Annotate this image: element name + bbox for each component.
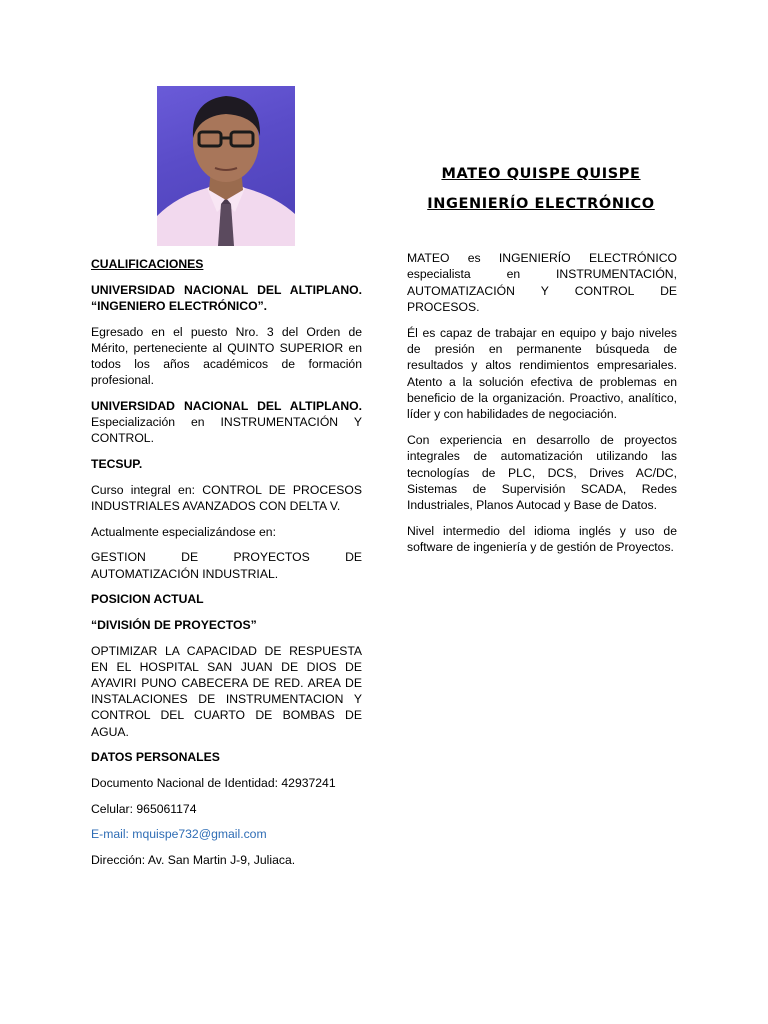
qualification-2-body: Especialización en INSTRUMENTACIÓN Y CONTROL. (91, 415, 362, 446)
qualification-3-title: TECSUP. (91, 457, 143, 472)
qualification-1-body: Egresado en el puesto Nro. 3 del Orden de Mérito, perteneciente al QUINTO SUPERIOR en todos los años académicos de formación profesional. (91, 324, 362, 388)
qualification-1-title: UNIVERSIDAD NACIONAL DEL ALTIPLANO. “INGENIERO ELECTRÓNICO”. (91, 282, 362, 313)
position-title: “DIVISIÓN DE PROYECTOS” (91, 617, 257, 632)
qualifications-heading: CUALIFICACIONES (91, 257, 204, 271)
summary-paragraph-1: MATEO es INGENIERÍO ELECTRÓNICO especialista en INSTRUMENTACIÓN, AUTOMATIZACIÓN Y CONTROL DE PROCESOS. (407, 251, 677, 314)
right-column (407, 250, 677, 565)
candidate-name: MATEO QUISPE QUISPE (441, 166, 641, 182)
qualification-2 (91, 398, 362, 447)
phone-field: Celular: 965061174 (91, 801, 197, 816)
current-study-intro: Actualmente especializándose en: (91, 524, 276, 539)
qualification-3-body: Curso integral en: CONTROL DE PROCESOS INDUSTRIALES AVANZADOS CON DELTA V. (91, 482, 362, 513)
summary-paragraph-2: Él es capaz de trabajar en equipo y bajo niveles de presión en permanente búsqueda de resultados y altos rendimientos empresariales. Atento a la solución efectiva de problemas en beneficio de la organización. Proactivo, analítico, líder y con habilidades de negociación. (407, 325, 677, 422)
qualification-2-title: UNIVERSIDAD NACIONAL DEL ALTIPLANO. (91, 398, 362, 413)
position-heading: POSICION ACTUAL (91, 592, 204, 607)
personal-data-heading: DATOS PERSONALES (91, 750, 220, 765)
address-field: Dirección: Av. San Martin J-9, Juliaca. (91, 853, 296, 868)
summary-paragraph-4: Nivel intermedio del idioma inglés y uso de software de ingeniería y de gestión de Proyectos. (407, 523, 677, 555)
email-link[interactable]: E-mail: mquispe732@gmail.com (91, 827, 267, 842)
person-portrait-icon (157, 86, 295, 246)
summary-paragraph-3: Con experiencia en desarrollo de proyectos integrales de automatización utilizando las tecnologías de PLC, DCS, Drives AC/DC, Sistemas de Supervisión SCADA, Redes Industriales, Planos Autocad y Base de Datos. (407, 432, 677, 513)
candidate-profession: INGENIERÍO ELECTRÓNICO (427, 196, 655, 212)
position-body: OPTIMIZAR LA CAPACIDAD DE RESPUESTA EN EL HOSPITAL SAN JUAN DE DIOS DE AYAVIRI PUNO CABECERA DE RED. AREA DE INSTALACIONES DE INSTRUMENTACION Y CONTROL DEL CUARTO DE BOMBAS DE AGUA. (91, 643, 362, 739)
profile-photo (157, 86, 295, 246)
dni-field: Documento Nacional de Identidad: 42937241 (91, 776, 336, 791)
left-column (91, 256, 362, 878)
current-study: GESTION DE PROYECTOS DE AUTOMATIZACIÓN INDUSTRIAL. (91, 550, 362, 581)
